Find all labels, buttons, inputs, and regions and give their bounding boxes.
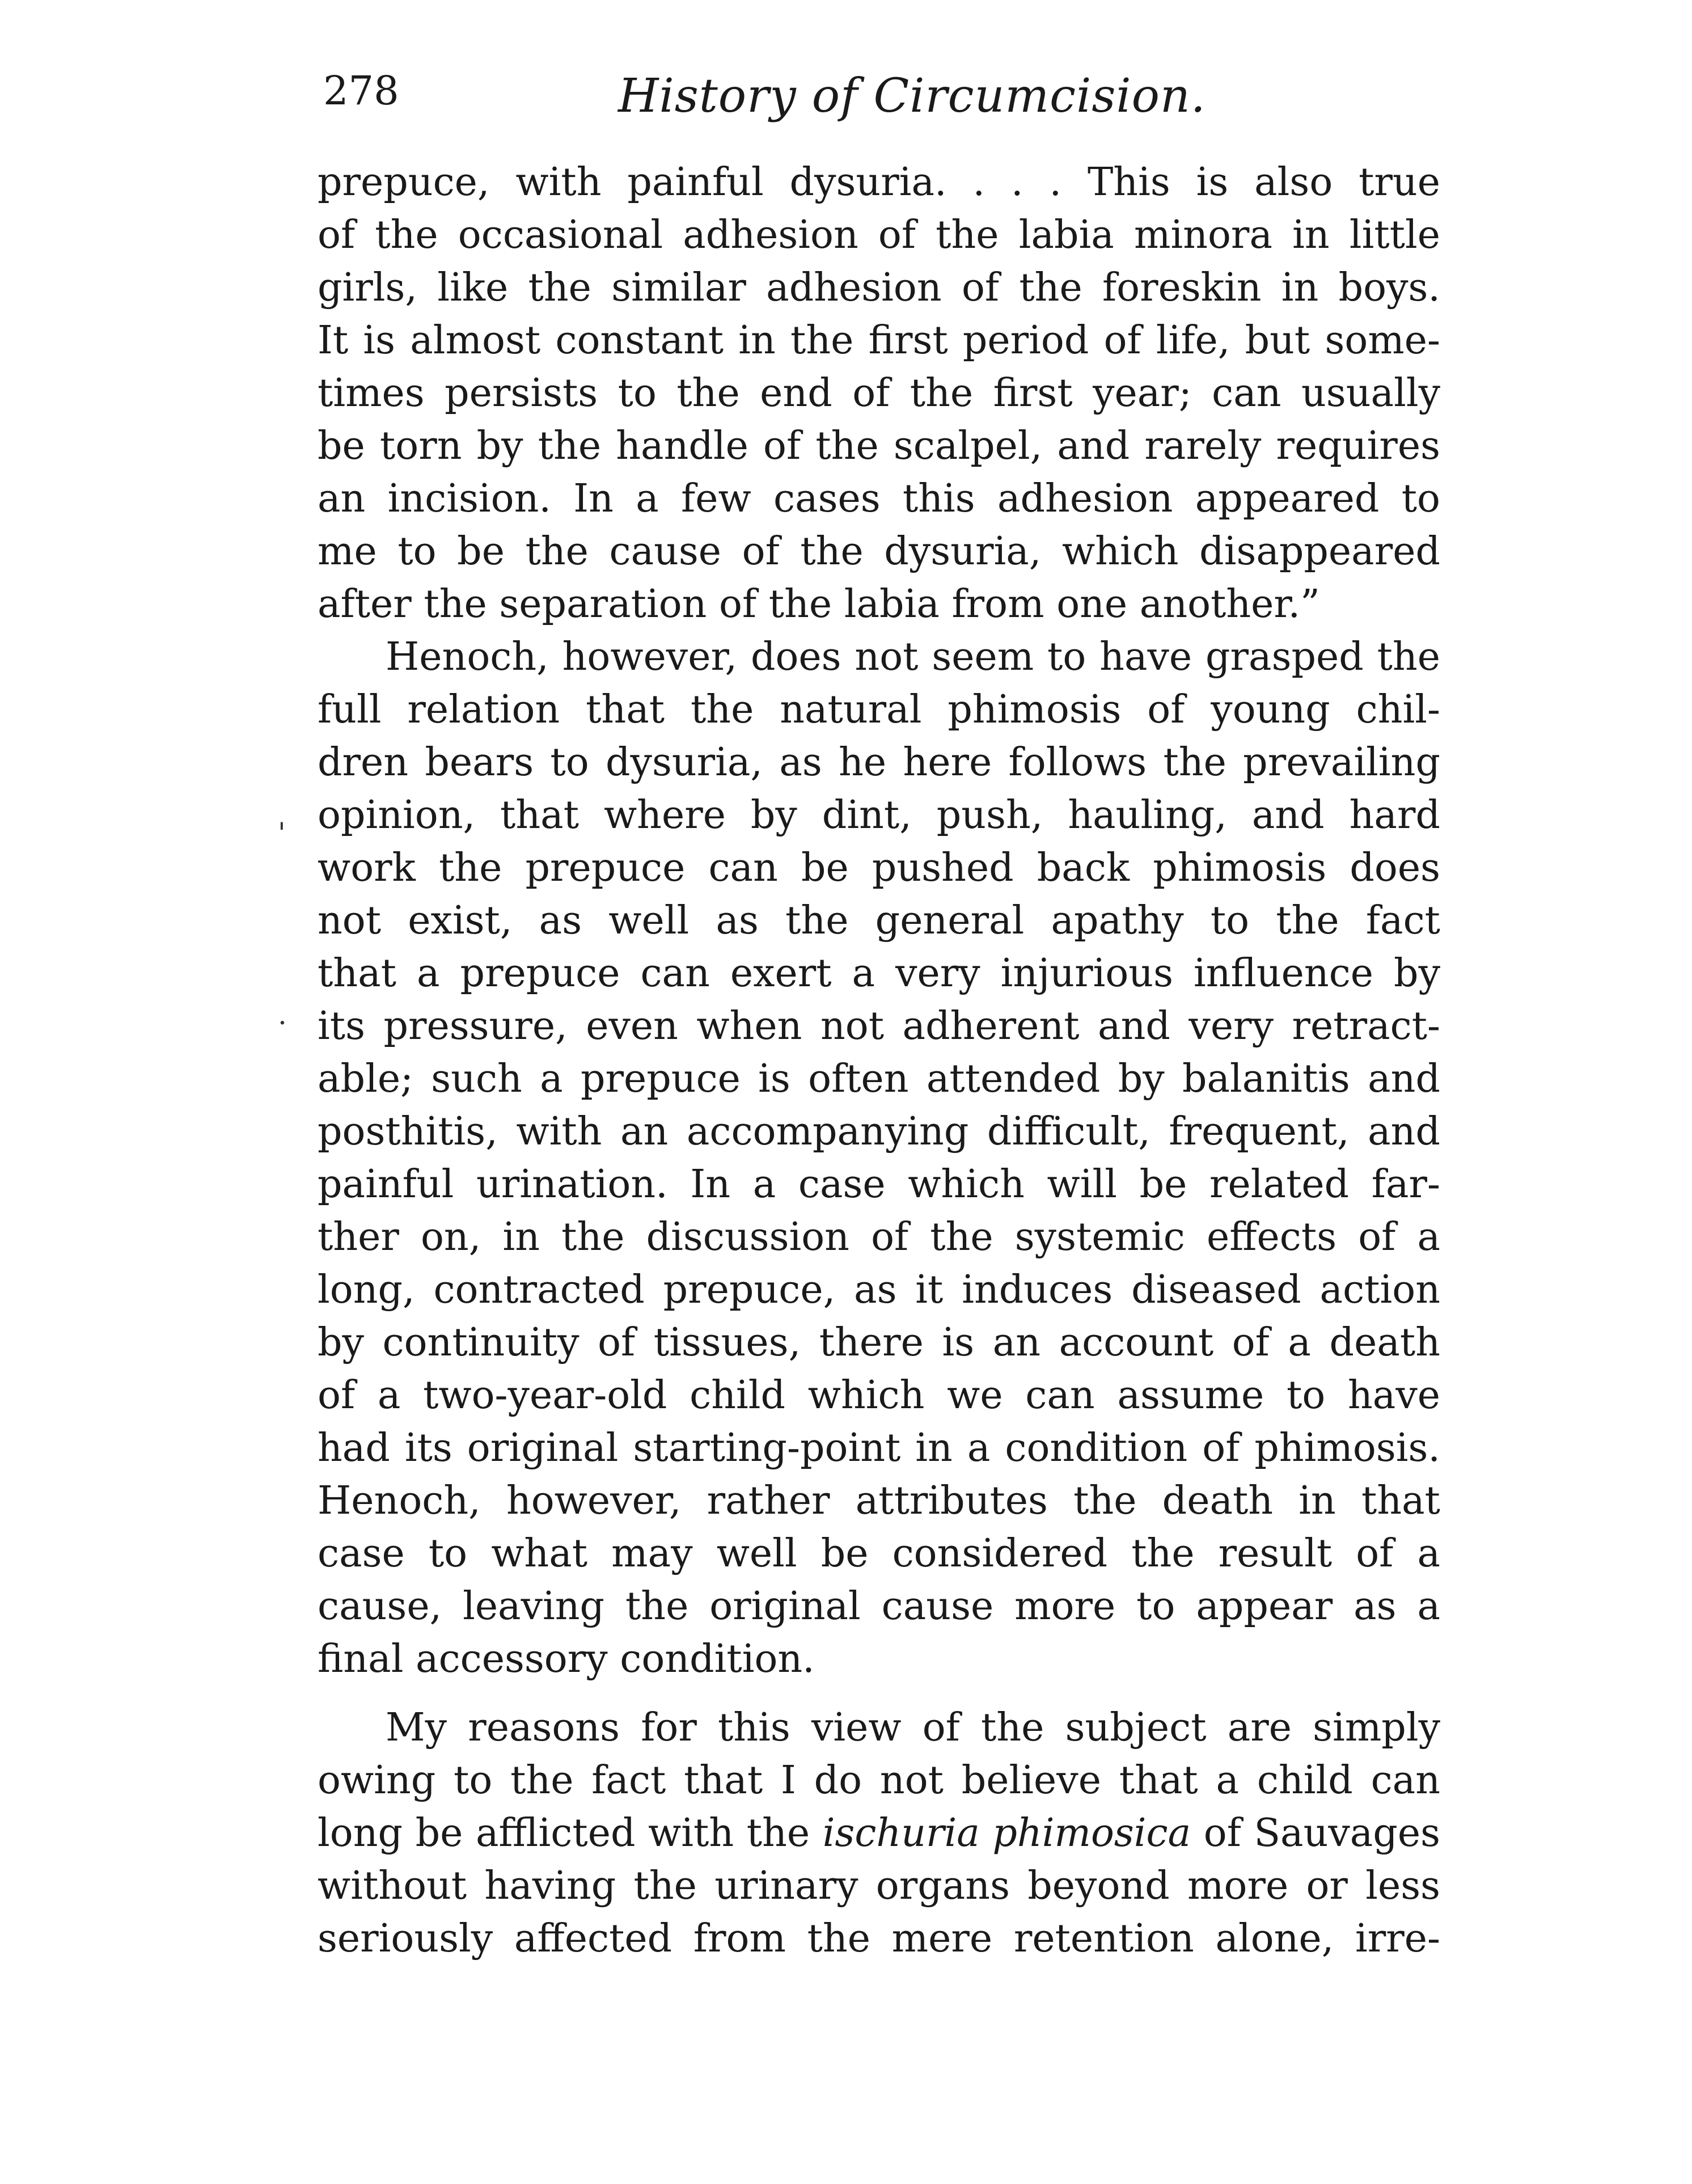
- text-line: able; such a prepuce is often attended by balanitis and: [318, 1057, 1440, 1101]
- text-line: dren bears to dysuria, as he here follows the prevailing: [318, 740, 1440, 785]
- text-line: painful urination. In a case which will be related far-: [318, 1162, 1440, 1207]
- text-line: seriously affected from the mere retention alone, irre-: [318, 1916, 1440, 1961]
- text-line: of the occasional adhesion of the labia minora in little: [318, 213, 1440, 257]
- paragraph-2: [318, 631, 1440, 1685]
- text-line: posthitis, with an accompanying difficult, frequent, and: [318, 1109, 1440, 1154]
- running-title: History of Circumcision.: [618, 69, 1206, 123]
- text-line: not exist, as well as the general apathy to the fact: [318, 898, 1440, 943]
- text-line: by continuity of tissues, there is an account of a death: [318, 1320, 1440, 1365]
- paragraph-3: [318, 1701, 1440, 1965]
- margin-tick-mark: ': [278, 817, 286, 850]
- text-line: an incision. In a few cases this adhesion appeared to: [318, 476, 1440, 521]
- text-line: full relation that the natural phimosis of young chil-: [318, 687, 1440, 732]
- text-line: Henoch, however, rather attributes the death in that: [318, 1478, 1440, 1523]
- text-line-with-italic: [318, 1807, 1440, 1860]
- text-line: long, contracted prepuce, as it induces diseased action: [318, 1268, 1440, 1312]
- text-line: me to be the cause of the dysuria, which disappeared: [318, 529, 1440, 574]
- italic-term: ischuria phimosica: [822, 1811, 1191, 1856]
- text-line: be torn by the handle of the scalpel, and rarely requires: [318, 424, 1440, 468]
- text-line: of a two-year-old child which we can assume to have: [318, 1373, 1440, 1418]
- text-line: It is almost constant in the first period of life, but some-: [318, 318, 1440, 363]
- page-header: [318, 57, 1429, 125]
- text-line: times persists to the end of the first year; can usually: [318, 371, 1440, 416]
- text-line: case to what may well be considered the result of a: [318, 1531, 1440, 1576]
- page-number: 278: [323, 67, 399, 114]
- body-text: [318, 156, 1440, 1965]
- text-line: owing to the fact that I do not believe that a child can: [318, 1758, 1440, 1803]
- text-line: opinion, that where by dint, push, hauling, and hard: [318, 793, 1440, 838]
- text-line: final accessory condition.: [318, 1637, 815, 1682]
- text-segment: of Sauvages: [1191, 1811, 1440, 1856]
- text-line: work the prepuce can be pushed back phimosis does: [318, 846, 1440, 890]
- text-line: girls, like the similar adhesion of the foreskin in boys.: [318, 265, 1440, 310]
- text-line: prepuce, with painful dysuria. . . . This is also true: [318, 160, 1440, 205]
- text-line: cause, leaving the original cause more to appear as a: [318, 1584, 1440, 1629]
- text-line: without having the urinary organs beyond more or less: [318, 1864, 1440, 1908]
- text-line: My reasons for this view of the subject are simply: [386, 1705, 1440, 1750]
- margin-dot-mark: .: [278, 998, 287, 1031]
- text-line: its pressure, even when not adherent and very retract-: [318, 1004, 1440, 1049]
- paragraph-1: [318, 156, 1440, 631]
- text-line: that a prepuce can exert a very injurious influence by: [318, 951, 1440, 996]
- text-segment: long be afflicted with the: [318, 1811, 823, 1856]
- text-line: had its original starting-point in a condition of phimosis.: [318, 1426, 1440, 1471]
- text-line: Henoch, however, does not seem to have grasped the: [386, 635, 1440, 679]
- text-line: ther on, in the discussion of the systemic effects of a: [318, 1215, 1440, 1260]
- text-line: after the separation of the labia from one another.”: [318, 582, 1320, 627]
